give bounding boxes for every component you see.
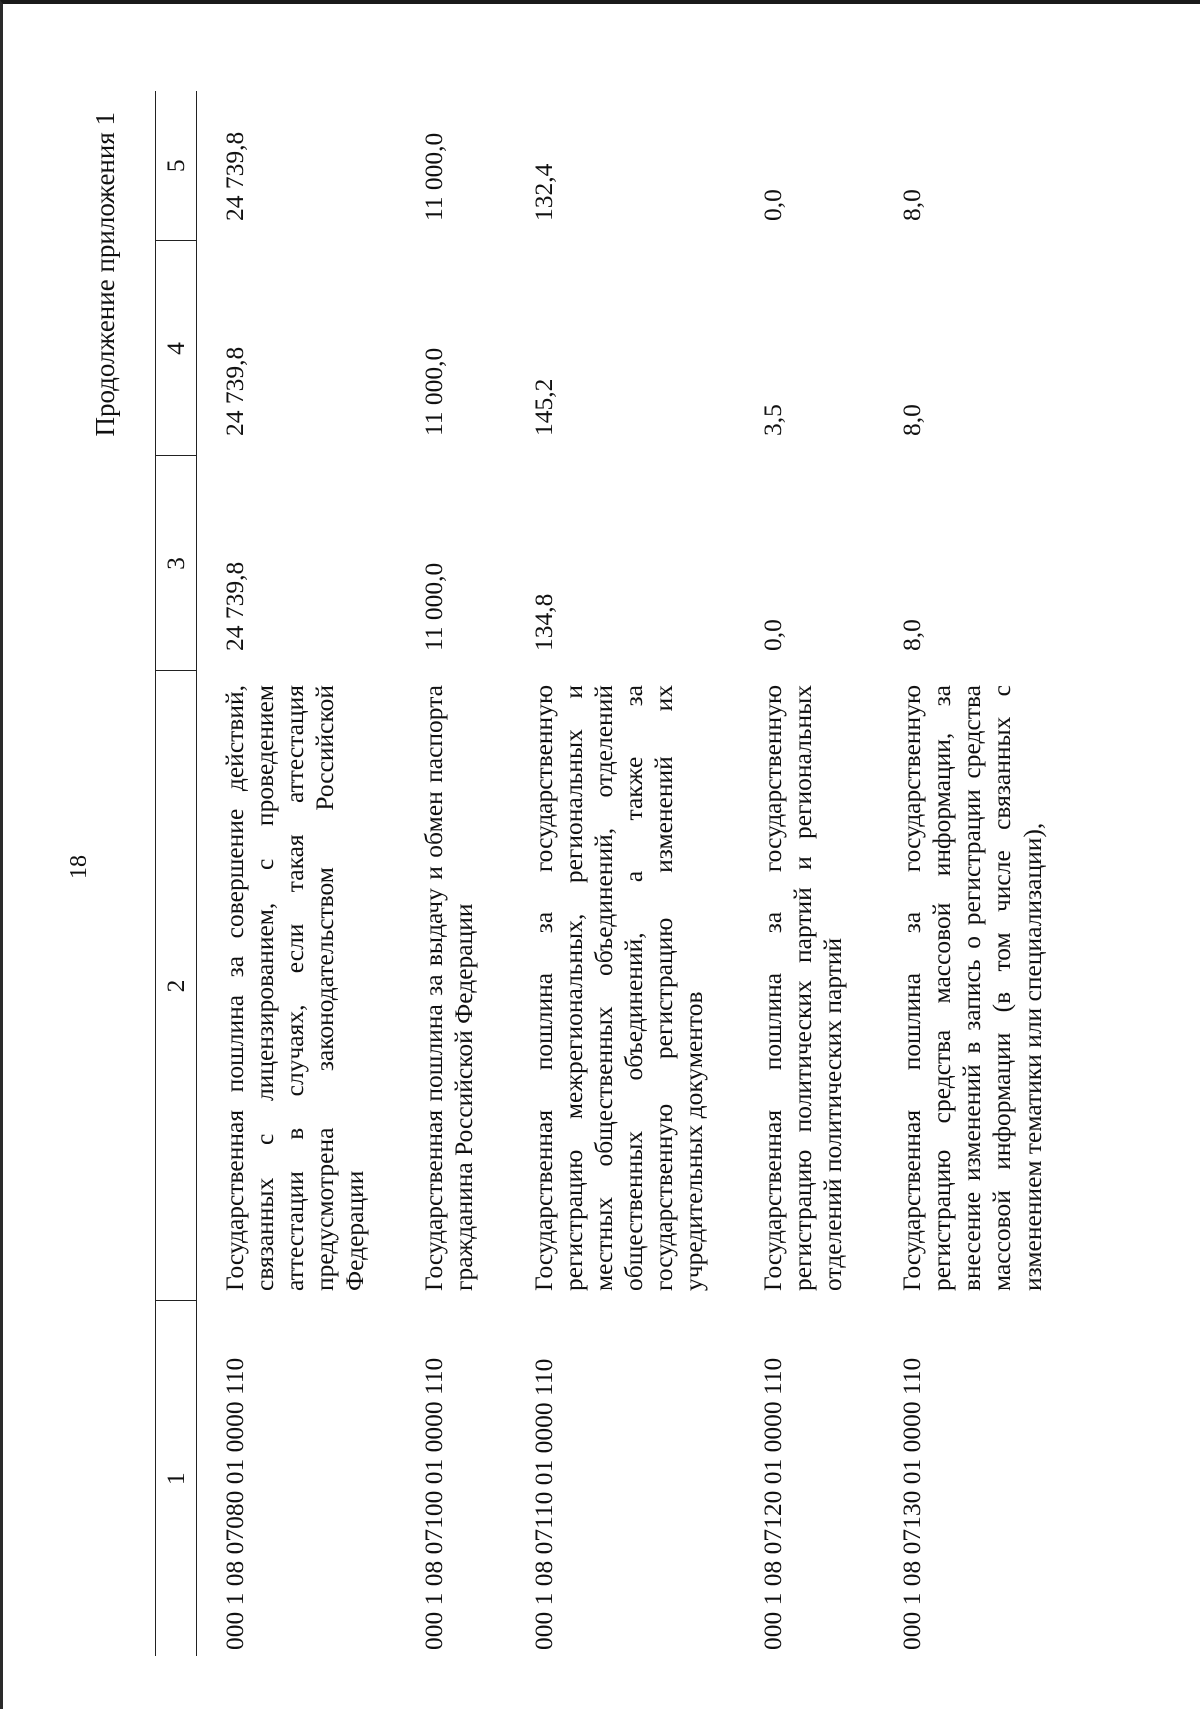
budget-code-cell: 000 1 08 07080 01 0000 110 [220,1357,249,1650]
description-cell [874,671,1073,1301]
description-cell [197,671,397,1301]
description-cell [396,671,505,1301]
value-col3-cell: 24 739,8 [220,561,249,651]
page-number: 18 [66,855,92,879]
value-col4-cell: 3,5 [758,404,788,436]
value-col5-cell: 0,0 [758,189,788,221]
table-row [506,91,735,1656]
budget-code-cell: 000 1 08 07110 01 0000 110 [528,1358,558,1650]
budget-code-cell: 000 1 08 07130 01 0000 110 [897,1357,927,1650]
table-row [396,91,505,1656]
description-text: Государственная пошлина за государственную регистрацию средства массовой информации, за внесение изменений в запись о регистрации средства массовой информации (в том числе связанных с изменением тематики или специализации), [897,685,1047,1291]
value-col5-cell: 8,0 [897,189,927,221]
value-col4-cell: 145,2 [528,378,558,436]
continuation-label: Продолжение приложения 1 [90,112,120,437]
value-col4-cell: 8,0 [897,404,927,436]
value-col5-cell: 132,4 [528,163,558,221]
column-header-3: 3 [156,456,197,671]
value-col3-cell: 11 000,0 [419,562,449,651]
value-col3-cell: 8,0 [897,619,927,651]
value-col3-cell: 0,0 [758,619,788,651]
budget-code-cell: 000 1 08 07120 01 0000 110 [758,1357,788,1650]
table-row [874,91,1073,1656]
table-header-row [156,91,197,1656]
description-cell [735,671,874,1301]
description-text: Государственная пошлина за выдачу и обмен паспорта гражданина Российской Федерации [419,685,479,1291]
appendix-table [155,91,1074,1656]
table-row [197,91,397,1656]
value-col4-cell: 11 000,0 [419,347,449,436]
column-header-2: 2 [156,671,197,1301]
column-header-1: 1 [156,1301,197,1656]
value-col5-cell: 11 000,0 [419,132,449,221]
column-header-4: 4 [156,241,197,456]
value-col3-cell: 134,8 [528,593,558,651]
column-header-5: 5 [156,91,197,241]
value-col4-cell: 24 739,8 [220,346,249,436]
budget-code-cell: 000 1 08 07100 01 0000 110 [419,1357,449,1650]
description-cell [506,671,735,1301]
description-text: Государственная пошлина за совершение действий, связанных с лицензированием, с проведением аттестации в случаях, если такая аттестация предусмотрена законодательством Российской Федерации [220,685,370,1291]
value-col5-cell: 24 739,8 [220,131,249,221]
description-text: Государственная пошлина за государственную регистрацию межрегиональных, региональных и местных общественных объединений, отделений общественных объединений, а также за государственную регистрацию изменений их учредительных документов [528,685,708,1291]
description-text: Государственная пошлина за государственную регистрацию политических партий и региональных отделений политических партий [758,685,848,1291]
table-row [735,91,874,1656]
